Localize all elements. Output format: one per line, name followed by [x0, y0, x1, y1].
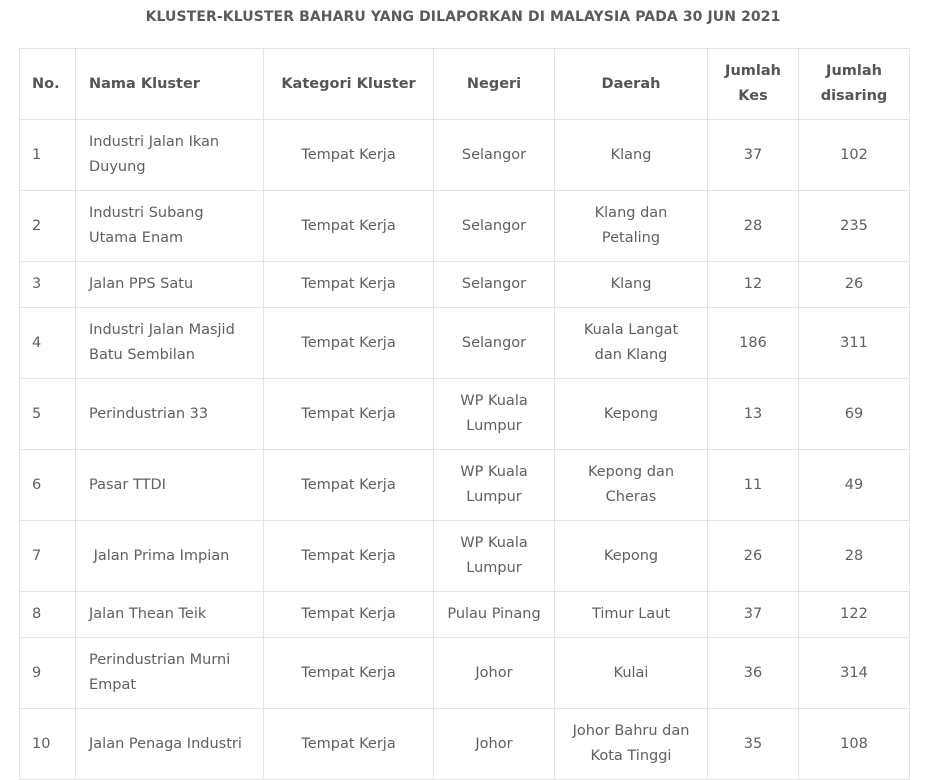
cell-nama-kluster: Industri Jalan Ikan Duyung: [76, 120, 264, 191]
header-no: No.: [20, 49, 76, 120]
table-row: [20, 379, 910, 450]
cell-jumlah-disaring: 311: [799, 308, 910, 379]
cell-nama-kluster: Perindustrian Murni Empat: [76, 638, 264, 709]
cell-negeri: WP Kuala Lumpur: [434, 450, 555, 521]
cell-kategori: Tempat Kerja: [264, 592, 434, 638]
cell-negeri: Selangor: [434, 120, 555, 191]
header-kategori-kluster: Kategori Kluster: [264, 49, 434, 120]
cell-nama-kluster: Jalan PPS Satu: [76, 262, 264, 308]
cell-jumlah-kes: 37: [708, 120, 799, 191]
cell-no: 1: [20, 120, 76, 191]
cell-nama-kluster: Perindustrian 33: [76, 379, 264, 450]
cell-jumlah-kes: 11: [708, 450, 799, 521]
cell-daerah: Klang: [555, 120, 708, 191]
cell-daerah: Timur Laut: [555, 592, 708, 638]
cell-jumlah-disaring: 122: [799, 592, 910, 638]
cell-jumlah-disaring: 26: [799, 262, 910, 308]
cell-no: 4: [20, 308, 76, 379]
table-header-row: [20, 49, 910, 120]
cell-jumlah-disaring: 28: [799, 521, 910, 592]
header-nama-kluster: Nama Kluster: [76, 49, 264, 120]
table-row: [20, 450, 910, 521]
cell-nama-kluster: Pasar TTDI: [76, 450, 264, 521]
cell-negeri: Selangor: [434, 308, 555, 379]
cell-kategori: Tempat Kerja: [264, 521, 434, 592]
cell-daerah: Kulai: [555, 638, 708, 709]
cell-jumlah-disaring: 314: [799, 638, 910, 709]
clusters-table: [19, 48, 910, 780]
cell-no: 2: [20, 191, 76, 262]
cell-jumlah-kes: 28: [708, 191, 799, 262]
header-daerah: Daerah: [555, 49, 708, 120]
table-row: [20, 638, 910, 709]
cell-no: 5: [20, 379, 76, 450]
cell-no: 10: [20, 709, 76, 780]
cell-jumlah-kes: 13: [708, 379, 799, 450]
cell-daerah: Kuala Langat dan Klang: [555, 308, 708, 379]
cell-nama-kluster: Industri Jalan Masjid Batu Sembilan: [76, 308, 264, 379]
cell-daerah: Johor Bahru dan Kota Tinggi: [555, 709, 708, 780]
header-jumlah-disaring: Jumlah disaring: [799, 49, 910, 120]
table-row: [20, 120, 910, 191]
cell-kategori: Tempat Kerja: [264, 308, 434, 379]
cell-negeri: WP Kuala Lumpur: [434, 521, 555, 592]
cell-kategori: Tempat Kerja: [264, 638, 434, 709]
table-row: [20, 191, 910, 262]
cell-no: 6: [20, 450, 76, 521]
cell-jumlah-disaring: 102: [799, 120, 910, 191]
cell-kategori: Tempat Kerja: [264, 191, 434, 262]
cell-nama-kluster: Industri Subang Utama Enam: [76, 191, 264, 262]
cell-negeri: Johor: [434, 709, 555, 780]
cell-nama-kluster: Jalan Thean Teik: [76, 592, 264, 638]
table-row: [20, 521, 910, 592]
cell-jumlah-kes: 26: [708, 521, 799, 592]
page-title: KLUSTER-KLUSTER BAHARU YANG DILAPORKAN DI MALAYSIA PADA 30 JUN 2021: [145, 9, 781, 25]
cell-nama-kluster: Jalan Prima Impian: [76, 521, 264, 592]
cell-kategori: Tempat Kerja: [264, 120, 434, 191]
cell-jumlah-kes: 35: [708, 709, 799, 780]
cell-no: 8: [20, 592, 76, 638]
cell-daerah: Klang dan Petaling: [555, 191, 708, 262]
cell-daerah: Klang: [555, 262, 708, 308]
cell-jumlah-kes: 186: [708, 308, 799, 379]
cell-jumlah-kes: 12: [708, 262, 799, 308]
cell-negeri: Pulau Pinang: [434, 592, 555, 638]
cell-kategori: Tempat Kerja: [264, 450, 434, 521]
cell-jumlah-disaring: 49: [799, 450, 910, 521]
cell-no: 7: [20, 521, 76, 592]
header-jumlah-kes: Jumlah Kes: [708, 49, 799, 120]
cell-jumlah-disaring: 69: [799, 379, 910, 450]
cell-nama-kluster: Jalan Penaga Industri: [76, 709, 264, 780]
cell-daerah: Kepong: [555, 379, 708, 450]
cell-jumlah-kes: 37: [708, 592, 799, 638]
cell-kategori: Tempat Kerja: [264, 709, 434, 780]
table-row: [20, 709, 910, 780]
cell-daerah: Kepong dan Cheras: [555, 450, 708, 521]
cell-daerah: Kepong: [555, 521, 708, 592]
cell-negeri: Johor: [434, 638, 555, 709]
cell-jumlah-disaring: 235: [799, 191, 910, 262]
table-row: [20, 262, 910, 308]
cell-jumlah-disaring: 108: [799, 709, 910, 780]
cell-negeri: Selangor: [434, 262, 555, 308]
cell-jumlah-kes: 36: [708, 638, 799, 709]
table-row: [20, 592, 910, 638]
table-row: [20, 308, 910, 379]
cell-no: 9: [20, 638, 76, 709]
cell-negeri: WP Kuala Lumpur: [434, 379, 555, 450]
header-negeri: Negeri: [434, 49, 555, 120]
cell-kategori: Tempat Kerja: [264, 379, 434, 450]
cell-no: 3: [20, 262, 76, 308]
cell-kategori: Tempat Kerja: [264, 262, 434, 308]
cell-negeri: Selangor: [434, 191, 555, 262]
